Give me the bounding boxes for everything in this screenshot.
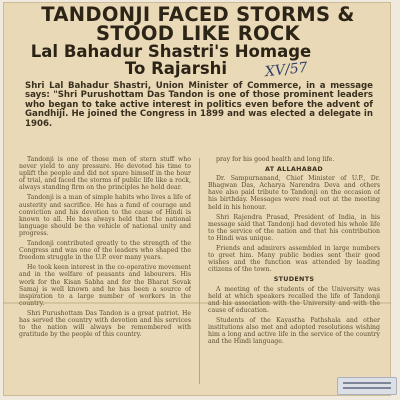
article-paragraph: pray for his good health and long life. <box>216 156 335 163</box>
archive-tag-icon <box>337 377 397 395</box>
article-paragraph: Shri Rajendra Prasad, President of India, in his message said that Tandonji had devoted his whole life to the service of the nation and that his contribution to Hindi was unique. <box>208 213 380 242</box>
headline: TANDONJI FACED STORMS & STOOD LIKE ROCK <box>41 3 355 45</box>
article-column-left <box>19 156 191 388</box>
article-paragraph: Friends and admirers assembled in large numbers to greet him. Many public bodies sent their good wishes and the function was attended by leading citizens of the town. <box>208 245 380 274</box>
section-heading: AT ALLAHABAD <box>264 165 324 174</box>
newspaper-clipping <box>3 2 391 396</box>
subheadline-line-1: Lal Bahadur Shastri's Homage <box>30 42 312 61</box>
article-column-right <box>208 156 380 388</box>
article-paragraph: Tandonji is one of those men of stern stuff who never yield to any pressure. He devoted his time to uplift the people and did not spare himself in the hour of trial, and faced the storms of public life like a rock, always standing firm on the principles he held dear. <box>19 156 191 192</box>
archive-tag-stripe <box>343 382 391 384</box>
article-paragraph: Students of the Kayastha Pathshala and other institutions also met and adopted resolutions wishing him a long and active life in the service of the country and the Hindi language. <box>208 316 380 346</box>
article-paragraph: Dr. Sampurnanand, Chief Minister of U.P., Dr. Bhagwan Das, Acharya Narendra Deva and others have also paid tribute to Tandonji on the occasion of his birthday. Messages were read out at the meeting held in his honour. <box>208 175 380 211</box>
article-paragraph: A meeting of the students of the University was held at which speakers recalled the life of Tandonji and his association with the University and with the cause of education. <box>208 285 380 314</box>
handwritten-reference-mark: XV/57 <box>264 59 309 81</box>
article-paragraph: Tandonji is a man of simple habits who lives a life of austerity and sacrifice. He has a fund of courage and conviction and his devotion to the cause of Hindi is known to all. He has always held that the national language should be the vehicle of national unity and progress. <box>19 194 191 237</box>
column-divider <box>199 158 200 384</box>
subheadline-line-2: To Rajarshi <box>124 59 228 78</box>
paper-fold <box>3 302 391 304</box>
article-paragraph: He took keen interest in the co-operative movement and in the welfare of peasants and labourers. His work for the Kisan Sabha and for the Bharat Sevak Samaj is well known and he has been a source of inspiration to a large number of workers in the country. <box>19 264 191 307</box>
archive-tag-stripe <box>343 387 391 389</box>
section-heading: STUDENTS <box>273 275 315 284</box>
article-paragraph: Tandonji contributed greatly to the strength of the Congress and was one of the leaders who shaped the freedom struggle in the U.P. over many years. <box>19 240 191 262</box>
intro-paragraph: Shri Lal Bahadur Shastri, Union Minister of Commerce, in a message says: "Shri Purushottam Das Tandon is one of those prominent leaders who began to take active interest in politics even before the advent of Gandhiji. He joined the Congress in 1899 and was elected a delegate in 1906. <box>25 81 373 129</box>
article-paragraph: Shri Purushottam Das Tandon is a great patriot. He has served the country with devotion and his services to the nation will always be remembered with gratitude by the people of this country. <box>19 309 191 339</box>
